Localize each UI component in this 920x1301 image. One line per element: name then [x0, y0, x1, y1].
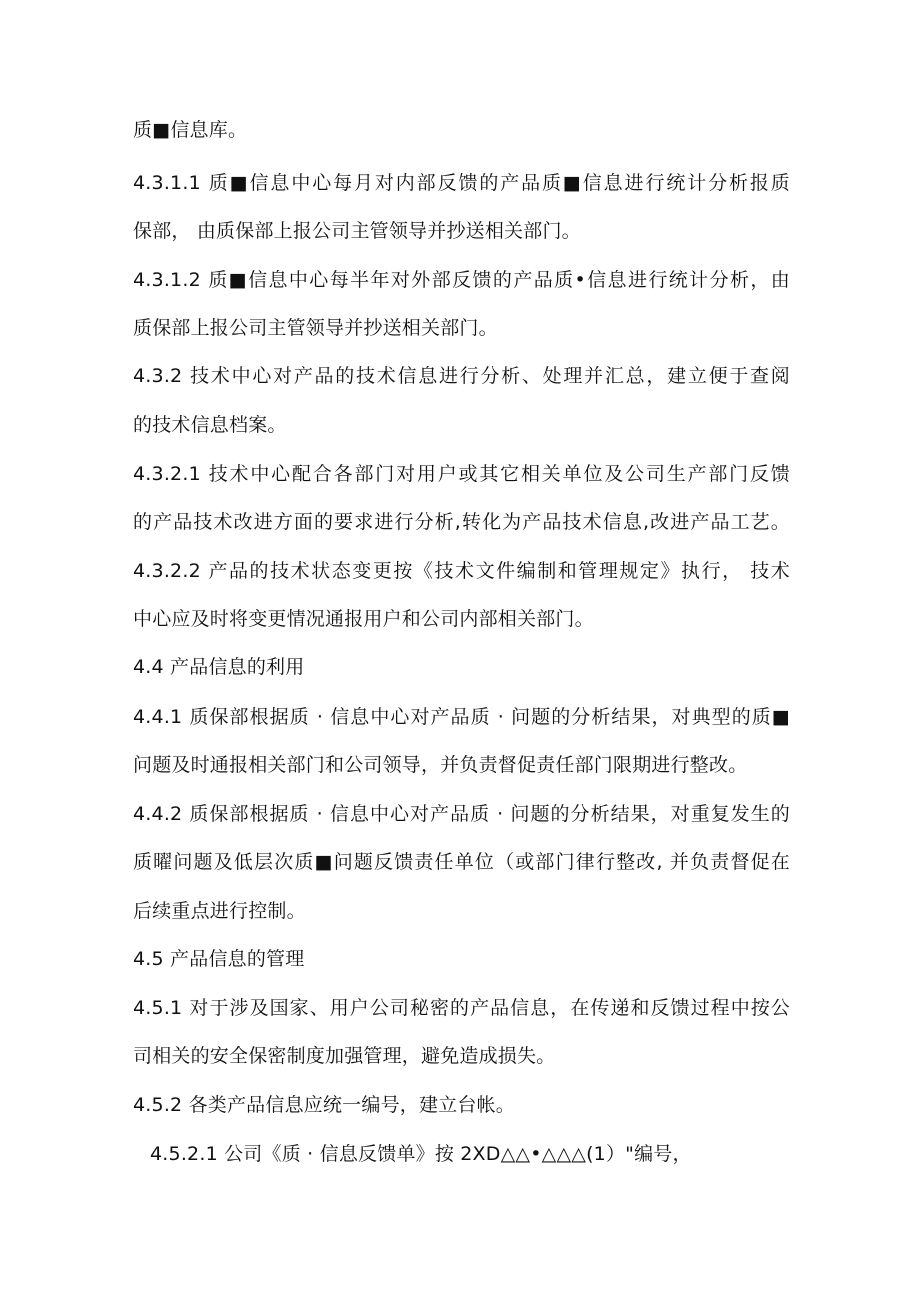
- text-line-5: 质保部上报公司主管领导并抄送相关部门。: [133, 317, 498, 339]
- text-line-19: 4.5.1 对于涉及国家、用户公司秘密的产品信息，在传递和反馈过程中按公: [133, 997, 790, 1019]
- text-line-21: 4.5.2 各类产品信息应统一编号，建立台帐。: [133, 1094, 515, 1116]
- text-line-2: 4.3.1.1 质■信息中心每月对内部反馈的产品质■信息进行统计分析报质: [133, 172, 790, 194]
- text-line-22: 4.5.2.1 公司《质 · 信息反馈单》按 2XD△△•△△△(1）"编号，: [150, 1143, 692, 1165]
- text-line-15: 4.4.2 质保部根据质 · 信息中心对产品质 · 问题的分析结果，对重复发生的: [133, 803, 790, 825]
- text-line-10: 4.3.2.2 产品的技术状态变更按《技术文件编制和管理规定》执行， 技术: [133, 560, 790, 582]
- text-line-13: 4.4.1 质保部根据质 · 信息中心对产品质 · 问题的分析结果，对典型的质■: [133, 706, 790, 728]
- text-line-9: 的产品技术改进方面的要求进行分析,转化为产品技术信息,改进产品工艺。: [133, 511, 790, 533]
- text-line-20: 司相关的安全保密制度加强管理，避免造成损失。: [133, 1045, 556, 1067]
- text-line-16: 质曜问题及低层次质■问题反馈责任单位（或部门律行整改, 并负责督促在: [133, 851, 790, 873]
- text-line-3: 保部， 由质保部上报公司主管领导并抄送相关部门。: [133, 220, 581, 242]
- text-line-14: 问题及时通报相关部门和公司领导，并负责督促责任部门限期进行整改。: [133, 754, 748, 776]
- text-line-1: 质■信息库。: [133, 119, 248, 141]
- text-line-6: 4.3.2 技术中心对产品的技术信息进行分析、处理并汇总，建立便于查阅: [133, 365, 790, 387]
- section-heading-4-4: 4.4 产品信息的利用: [133, 656, 305, 678]
- text-line-8: 4.3.2.1 技术中心配合各部门对用户或其它相关单位及公司生产部门反馈: [133, 463, 790, 485]
- section-heading-4-5: 4.5 产品信息的管理: [133, 948, 305, 970]
- text-line-17: 后续重点进行控制。: [133, 900, 306, 922]
- text-line-11: 中心应及时将变更情况通报用户和公司内部相关部门。: [133, 608, 594, 630]
- text-line-4: 4.3.1.2 质■信息中心每半年对外部反馈的产品质•信息进行统计分析，由: [133, 269, 790, 291]
- text-line-7: 的技术信息档案。: [133, 414, 287, 436]
